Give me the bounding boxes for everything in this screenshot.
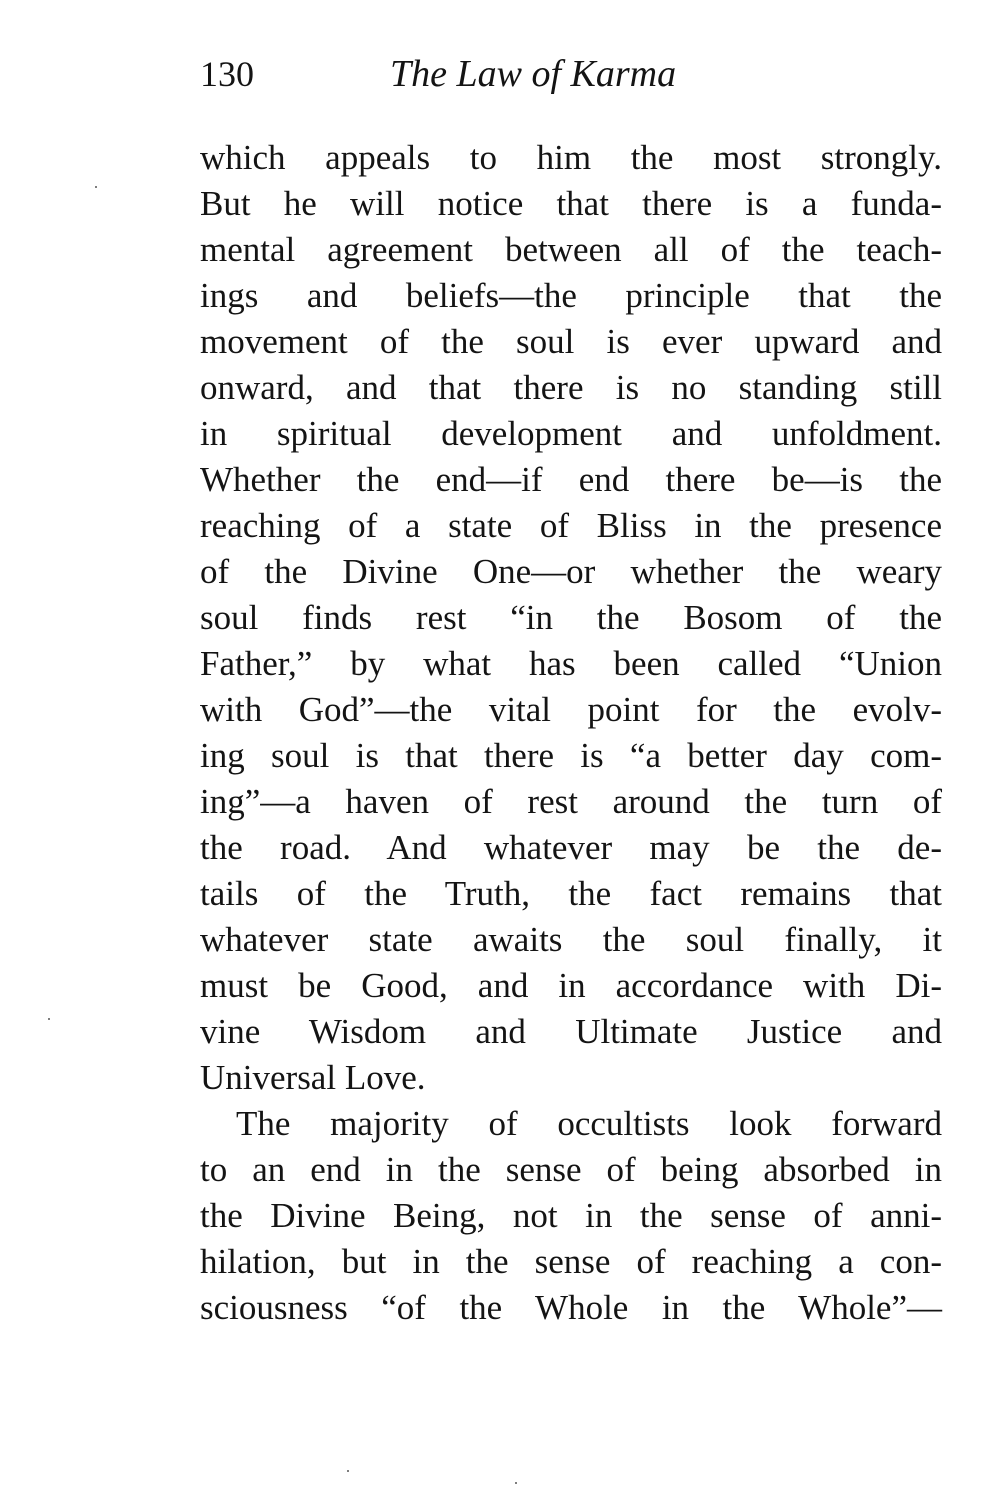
text-line: sciousness “of the Whole in the Whole”— (200, 1288, 942, 1327)
text-line: ings and beliefs—the principle that the (200, 276, 942, 315)
text-line: Whether the end—if end there be—is the (200, 460, 942, 499)
text-line: mental agreement between all of the teach- (200, 230, 942, 269)
paragraph (200, 1101, 942, 1331)
text-line: hilation, but in the sense of reaching a con- (200, 1242, 942, 1281)
text-line: tails of the Truth, the fact remains that (200, 874, 942, 913)
text-line: onward, and that there is no standing still (200, 368, 942, 407)
text-line: Father,” by what has been called “Union (200, 644, 942, 683)
text-line: of the Divine One—or whether the weary (200, 552, 942, 591)
text-line: in spiritual development and unfoldment. (200, 414, 942, 453)
text-line: reaching of a state of Bliss in the presence (200, 506, 942, 545)
scan-speck (515, 1482, 517, 1484)
text-line: the Divine Being, not in the sense of anni- (200, 1196, 942, 1235)
scan-speck (95, 186, 97, 188)
paragraph (200, 135, 942, 1101)
text-line: ing”—a haven of rest around the turn of (200, 782, 942, 821)
text-line: But he will notice that there is a funda- (200, 184, 942, 223)
scan-speck (48, 1018, 50, 1020)
text-line: with God”—the vital point for the evolv- (200, 690, 942, 729)
text-line: The majority of occultists look forward (236, 1104, 942, 1143)
text-line: soul finds rest “in the Bosom of the (200, 598, 942, 637)
text-line: which appeals to him the most strongly. (200, 138, 942, 177)
text-line: vine Wisdom and Ultimate Justice and (200, 1012, 942, 1051)
text-line: must be Good, and in accordance with Di- (200, 966, 942, 1005)
scan-speck (347, 1470, 349, 1472)
text-line: movement of the soul is ever upward and (200, 322, 942, 361)
text-line: the road. And whatever may be the de- (200, 828, 942, 867)
text-line: ing soul is that there is “a better day com- (200, 736, 942, 775)
body-text (200, 135, 942, 1331)
text-line: to an end in the sense of being absorbed in (200, 1150, 942, 1189)
text-line: whatever state awaits the soul finally, it (200, 920, 942, 959)
page-header (200, 44, 942, 104)
text-line: Universal Love. (200, 1058, 426, 1097)
page-number: 130 (200, 54, 254, 94)
running-title: The Law of Karma (390, 53, 677, 95)
